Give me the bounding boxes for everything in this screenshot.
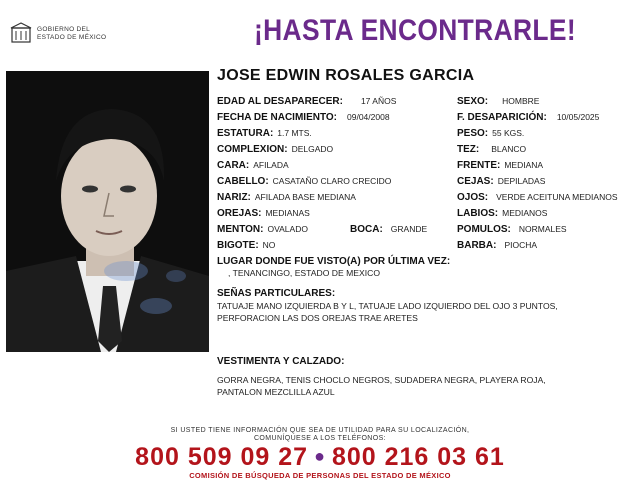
field-value: DEPILADAS [497,176,546,186]
field-value: CASATAÑO CLARO CRECIDO [272,176,392,186]
field-value: MEDIANOS [502,208,548,218]
marks-label: SEÑAS PARTICULARES: [217,288,336,299]
field-menton [217,224,308,235]
field-label: BARBA: [457,240,497,251]
marks-line2: PERFORACION LAS DOS OREJAS TRAE ARETES [217,313,418,323]
field-label: CARA: [217,160,250,171]
field-label: SEXO: [457,96,489,107]
field-complexion [217,144,333,155]
field-value: AFILADA [253,160,289,170]
field-frente [457,160,543,171]
headline: ¡HASTA ENCONTRARLE! [254,14,576,47]
field-value: 55 KGS. [492,128,525,138]
state-seal-icon [10,22,32,44]
field-orejas [217,208,310,219]
field-tez [457,144,526,155]
bullet-separator-icon: ● [314,446,326,466]
field-cabello [217,176,391,187]
field-value: GRANDE [390,224,428,234]
field-pomulos [457,224,567,235]
field-value: 1.7 MTS. [277,128,312,138]
field-cejas [457,176,545,187]
field-value: 17 AÑOS [360,96,397,106]
logo-text-line2: ESTADO DE MÉXICO [37,34,107,41]
field-cara [217,160,289,171]
field-label: TEZ: [457,144,480,155]
field-value: PIOCHA [504,240,538,250]
field-value: 10/05/2025 [556,112,600,122]
field-label: EDAD AL DESAPARECER: [217,96,343,107]
contact-text-line2: COMUNÍQUESE A LOS TELÉFONOS: [253,435,387,442]
field-label: BIGOTE: [217,240,259,251]
field-value: NO [262,240,276,250]
field-label: LABIOS: [457,208,499,219]
field-value: MEDIANAS [265,208,310,218]
field-label: NARIZ: [217,192,251,203]
field-value: AFILADA BASE MEDIANA [254,192,356,202]
field-label: POMULOS: [457,224,511,235]
marks-line1: TATUAJE MANO IZQUIERDA B Y L, TATUAJE LADO IZQUIERDO DEL OJO 3 PUNTOS, [217,301,558,311]
field-label: FRENTE: [457,160,501,171]
government-logo [10,22,125,44]
field-value: MEDIANA [504,160,544,170]
last-seen-label: LUGAR DONDE FUE VISTO(A) POR ÚLTIMA VEZ: [217,256,451,267]
field-value: BLANCO [491,144,527,154]
field-value: 09/04/2008 [347,112,390,122]
field-label: CEJAS: [457,176,494,187]
field-nacimiento [217,112,390,123]
field-value: DELGADO [291,144,334,154]
field-boca [350,224,427,235]
contact-text-line1: SI USTED TIENE INFORMACIÓN QUE SEA DE UTILIDAD PARA SU LOCALIZACIÓN, [170,427,470,434]
phone-number-2[interactable]: 800 216 03 61 [331,443,505,471]
field-label: PESO: [457,128,489,139]
field-desaparicion [457,112,599,123]
portrait-image [6,71,209,352]
field-label: ESTATURA: [217,128,274,139]
clothing-line2: PANTALON MEZCLILLA AZUL [217,387,335,397]
field-label: MENTON: [217,224,264,235]
field-value: VERDE ACEITUNA MEDIANOS [496,192,618,202]
field-barba [457,240,537,251]
field-label: CABELLO: [217,176,269,187]
missing-person-photo [6,71,209,352]
field-bigote [217,240,275,251]
field-estatura [217,128,312,139]
field-label: F. DESAPARICIÓN: [457,112,547,123]
field-edad [217,96,396,107]
field-ojos [457,192,618,203]
field-label: FECHA DE NACIMIENTO: [217,112,337,123]
field-value: NORMALES [518,224,567,234]
clothing-line1: GORRA NEGRA, TENIS CHOCLO NEGROS, SUDADERA NEGRA, PLAYERA ROJA, [217,375,546,385]
commission-name: COMISIÓN DE BÚSQUEDA DE PERSONAS DEL ESTADO DE MÉXICO [189,471,451,480]
field-labios [457,208,547,219]
person-name: JOSE EDWIN ROSALES GARCIA [217,67,475,84]
field-label: BOCA: [350,224,383,235]
field-label: COMPLEXION: [217,144,288,155]
field-label: OREJAS: [217,208,262,219]
phone-numbers [0,443,640,472]
clothing-label: VESTIMENTA Y CALZADO: [217,356,345,367]
phone-number-1[interactable]: 800 509 09 27 [135,443,309,471]
field-value: HOMBRE [502,96,540,106]
field-peso [457,128,524,139]
field-label: OJOS: [457,192,489,203]
field-nariz [217,192,356,203]
last-seen-value: , TENANCINGO, ESTADO DE MEXICO [228,268,381,278]
field-value: OVALADO [267,224,308,234]
logo-text-line1: GOBIERNO DEL [37,26,91,33]
field-sexo [457,96,539,107]
